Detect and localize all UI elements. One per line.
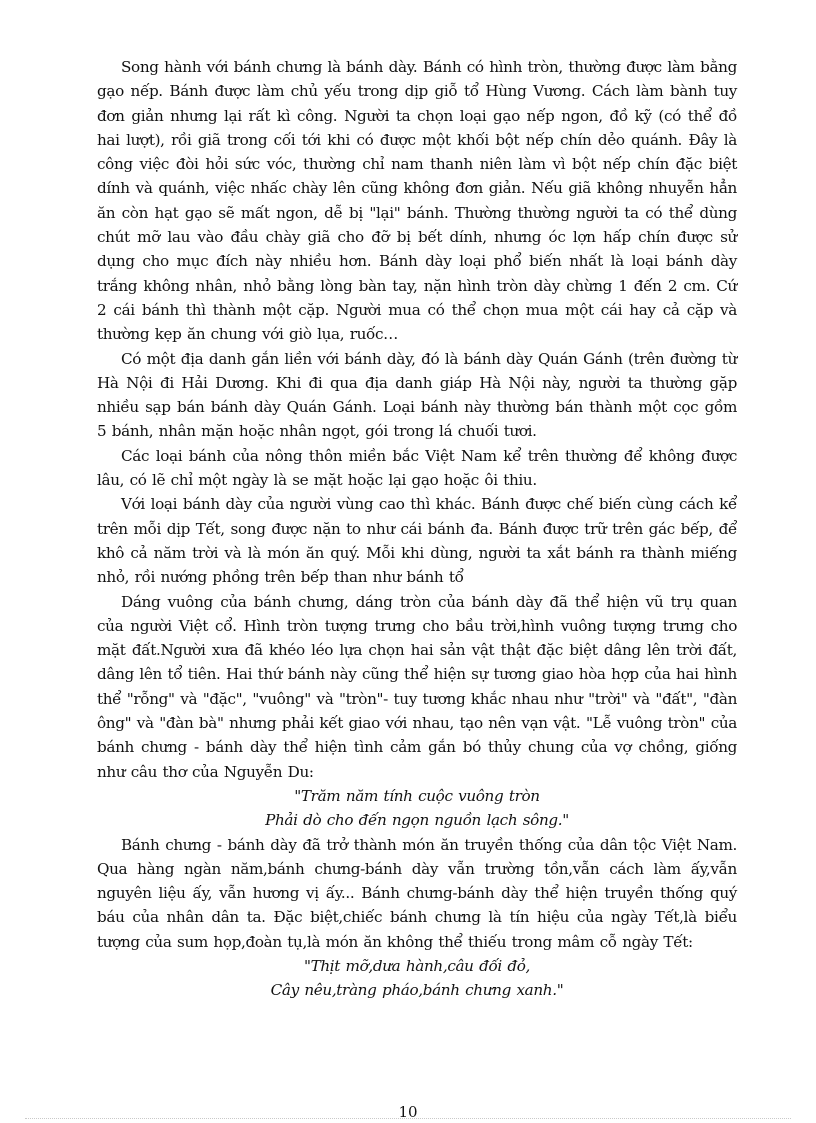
page-number: 10: [398, 1103, 418, 1121]
paragraph-tradition: Bánh chưng - bánh dày đã trở thành món ăn truyền thống của dân tộc Việt Nam. Qua hàng ngàn năm,bánh chưng-bánh dày vẫn trường tồn,vẫn cách làm ấy,vẫn nguyên liệu ấy, vẫn hương vị ấy... Bánh chưng-bánh dày thể hiện truyền thống quý báu của nhân dân ta. Đặc biệt,chiếc bánh chưng là tín hiệu của ngày Tết,là biểu tượng của sum họp,đoàn tụ,là món ăn không thể thiếu trong mâm cỗ ngày Tết:: [97, 835, 737, 951]
paragraph-highland-cakes: Với loại bánh dày của người vùng cao thì khác. Bánh được chế biến cùng cách kể trên mỗi dịp Tết, song được nặn to như cái bánh đa. Bánh được trữ trên gác bếp, để khô cả năm trời và là món ăn quý. Mỗi khi dùng, người ta xắt bánh ra thành miếng nhỏ, rồi nướng phồng trên bếp than như bánh tổ: [97, 495, 737, 587]
footer-divider: [25, 1118, 791, 1119]
paragraph-northern-cakes: Các loại bánh của nông thôn miền bắc Việt Nam kể trên thường để không được lâu, có lẽ chỉ một ngày là se mặt hoặc lại gạo hoặc ôi thiu.: [97, 446, 737, 490]
verse-line: Phải dò cho đến ngọn nguồn lạch sông.": [265, 811, 569, 830]
paragraph-quan-ganh: Có một địa danh gắn liền với bánh dày, đó là bánh dày Quán Gánh (trên đường từ Hà Nội đi Hải Dương. Khi đi qua địa danh giáp Hà Nội này, người ta thường gặp nhiều sạp bán bánh dày Quán Gánh. Loại bánh này thường bán thành một cọc gồm 5 bánh, nhân mặn hoặc nhân ngọt, gói trong lá chuối tươi.: [97, 349, 737, 441]
verse-line: "Trăm năm tính cuộc vuông tròn: [294, 786, 540, 805]
verse-line: "Thịt mỡ,dưa hành,câu đối đỏ,: [303, 956, 531, 975]
body-text: [97, 55, 737, 1003]
verse-line: Cây nêu,tràng pháo,bánh chưng xanh.": [270, 981, 564, 1000]
paragraph-cosmology: Dáng vuông của bánh chưng, dáng tròn của bánh dày đã thể hiện vũ trụ quan của người Việt cổ. Hình tròn tượng trưng cho bầu trời,hình vuông tượng trưng cho mặt đất.Người xưa đã khéo léo lựa chọn hai sản vật thật đặc biệt dâng lên trời đất, dâng lên tổ tiên. Hai thứ bánh này cũng thể hiện sự tương giao hòa hợp của hai hình thể "rỗng" và "đặc", "vuông" và "tròn"- tuy tương khắc nhau như "trời" và "đất", "đàn ông" và "đàn bà" nhưng phải kết giao với nhau, tạo nên vạn vật. "Lễ vuông tròn" của bánh chưng - bánh dày thể hiện tình cảm gắn bó thủy chung của vợ chồng, giống như câu thơ của Nguyễn Du:: [97, 592, 737, 781]
paragraph-banh-day-intro: Song hành với bánh chưng là bánh dày. Bánh có hình tròn, thường được làm bằng gạo nếp. Bánh được làm chủ yếu trong dịp giỗ tổ Hùng Vương. Cách làm bành tuy đơn giản nhưng lại rất kì công. Người ta chọn loại gạo nếp ngon, đồ kỹ (có thể đồ hai lượt), rồi giã trong cối tới khi có được một khối bột nếp chín dẻo quánh. Đây là công việc đòi hỏi sức vóc, thường chỉ nam thanh niên làm vì bột nếp chín đặc biệt dính và quánh, việc nhấc chày lên cũng không đơn giản. Nếu giã không nhuyễn hẳn ăn còn hạt gạo sẽ mất ngon, dễ bị "lại" bánh. Thường thường người ta có thể dùng chút mỡ lau vào đầu chày giã cho đỡ bị bết dính, nhưng óc lợn hấp chín được sử dụng cho mục đích này nhiều hơn. Bánh dày loại phổ biến nhất là loại bánh dày trắng không nhân, nhỏ bằng lòng bàn tay, nặn hình tròn dày chừng 1 đến 2 cm. Cứ 2 cái bánh thì thành một cặp. Người mua có thể chọn mua một cái hay cả cặp và thường kẹp ăn chung với giò lụa, ruốc…: [97, 58, 737, 344]
